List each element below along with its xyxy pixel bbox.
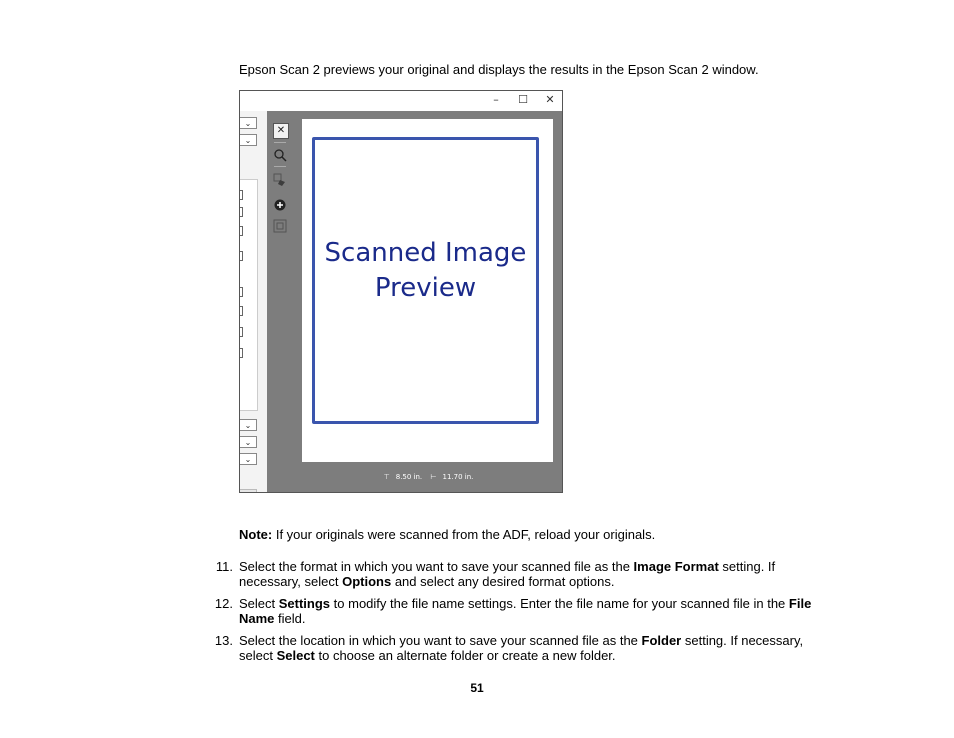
step-number: 13.: [214, 633, 233, 648]
panel-button[interactable]: [240, 489, 257, 493]
rotate-icon[interactable]: [273, 173, 287, 187]
page-number: 51: [470, 681, 484, 695]
minimize-button[interactable]: –: [493, 93, 499, 106]
step-text: field.: [274, 611, 306, 626]
preview-area: [295, 111, 562, 492]
preview-line-1: Scanned Image: [324, 238, 527, 268]
window-titlebar: [240, 91, 562, 111]
toolbar-divider: [274, 166, 286, 167]
note-paragraph: [239, 527, 655, 542]
step-13: [209, 633, 819, 663]
settings-list: [240, 179, 258, 411]
step-number: 12.: [214, 596, 233, 611]
step-text: Select the format in which you want to save your scanned file as the: [239, 559, 634, 574]
add-icon[interactable]: [273, 198, 287, 212]
close-icon[interactable]: ✕: [273, 123, 289, 139]
list-item[interactable]: [240, 306, 243, 316]
width-icon: ⊤: [383, 473, 390, 481]
dropdown-4[interactable]: ⌄: [240, 436, 257, 448]
maximize-button[interactable]: ☐: [518, 93, 528, 106]
dropdown-1[interactable]: ⌄: [240, 117, 257, 129]
step-text: setting. If necessary, select: [239, 633, 804, 663]
ui-term: Settings: [278, 596, 331, 611]
list-item[interactable]: [240, 287, 243, 297]
ui-term: Image Format: [633, 559, 719, 574]
width-value: 8.50 in.: [395, 473, 423, 481]
ui-term: Options: [342, 574, 392, 589]
crop-frame[interactable]: [312, 137, 539, 424]
note-text: If your originals were scanned from the ADF, reload your originals.: [272, 527, 656, 542]
step-text: to choose an alternate folder or create a new folder.: [314, 648, 616, 663]
list-item[interactable]: [240, 327, 243, 337]
step-text: setting. If necessary, select: [239, 559, 776, 589]
list-item[interactable]: [240, 190, 243, 200]
list-item[interactable]: [240, 226, 243, 236]
step-text: Select the location in which you want to save your scanned file as the: [239, 633, 642, 648]
dropdown-3[interactable]: ⌄: [240, 419, 257, 431]
dropdown-5[interactable]: ⌄: [240, 453, 257, 465]
select-area-icon[interactable]: [273, 219, 287, 233]
dimension-readout: [295, 473, 562, 481]
height-icon: ⊢: [430, 473, 437, 481]
step-list: [209, 559, 819, 670]
ui-term: Folder: [641, 633, 682, 648]
step-text: to modify the file name settings. Enter the file name for your scanned file in the: [330, 596, 789, 611]
step-text: and select any desired format options.: [391, 574, 615, 589]
list-item[interactable]: [240, 251, 243, 261]
dropdown-2[interactable]: ⌄: [240, 134, 257, 146]
epson-scan-window-screenshot: [239, 90, 563, 493]
zoom-icon[interactable]: [273, 148, 287, 162]
ui-term: Select: [276, 648, 315, 663]
ui-term: File Name: [239, 596, 812, 626]
preview-label: [315, 236, 536, 306]
preview-toolbar: [267, 111, 295, 492]
intro-paragraph: Epson Scan 2 previews your original and displays the results in the Epson Scan 2 window.: [239, 62, 759, 77]
toolbar-divider: [274, 142, 286, 143]
list-item[interactable]: [240, 348, 243, 358]
step-11: [209, 559, 819, 589]
settings-panel: [240, 111, 268, 492]
step-12: [209, 596, 819, 626]
window-close-button[interactable]: ✕: [545, 93, 555, 106]
step-text: Select: [239, 596, 279, 611]
step-number: 11.: [215, 559, 233, 574]
list-item[interactable]: [240, 207, 243, 217]
note-label: Note:: [239, 527, 273, 542]
preview-line-2: Preview: [374, 273, 477, 303]
height-value: 11.70 in.: [442, 473, 474, 481]
scanned-page: [302, 119, 553, 462]
